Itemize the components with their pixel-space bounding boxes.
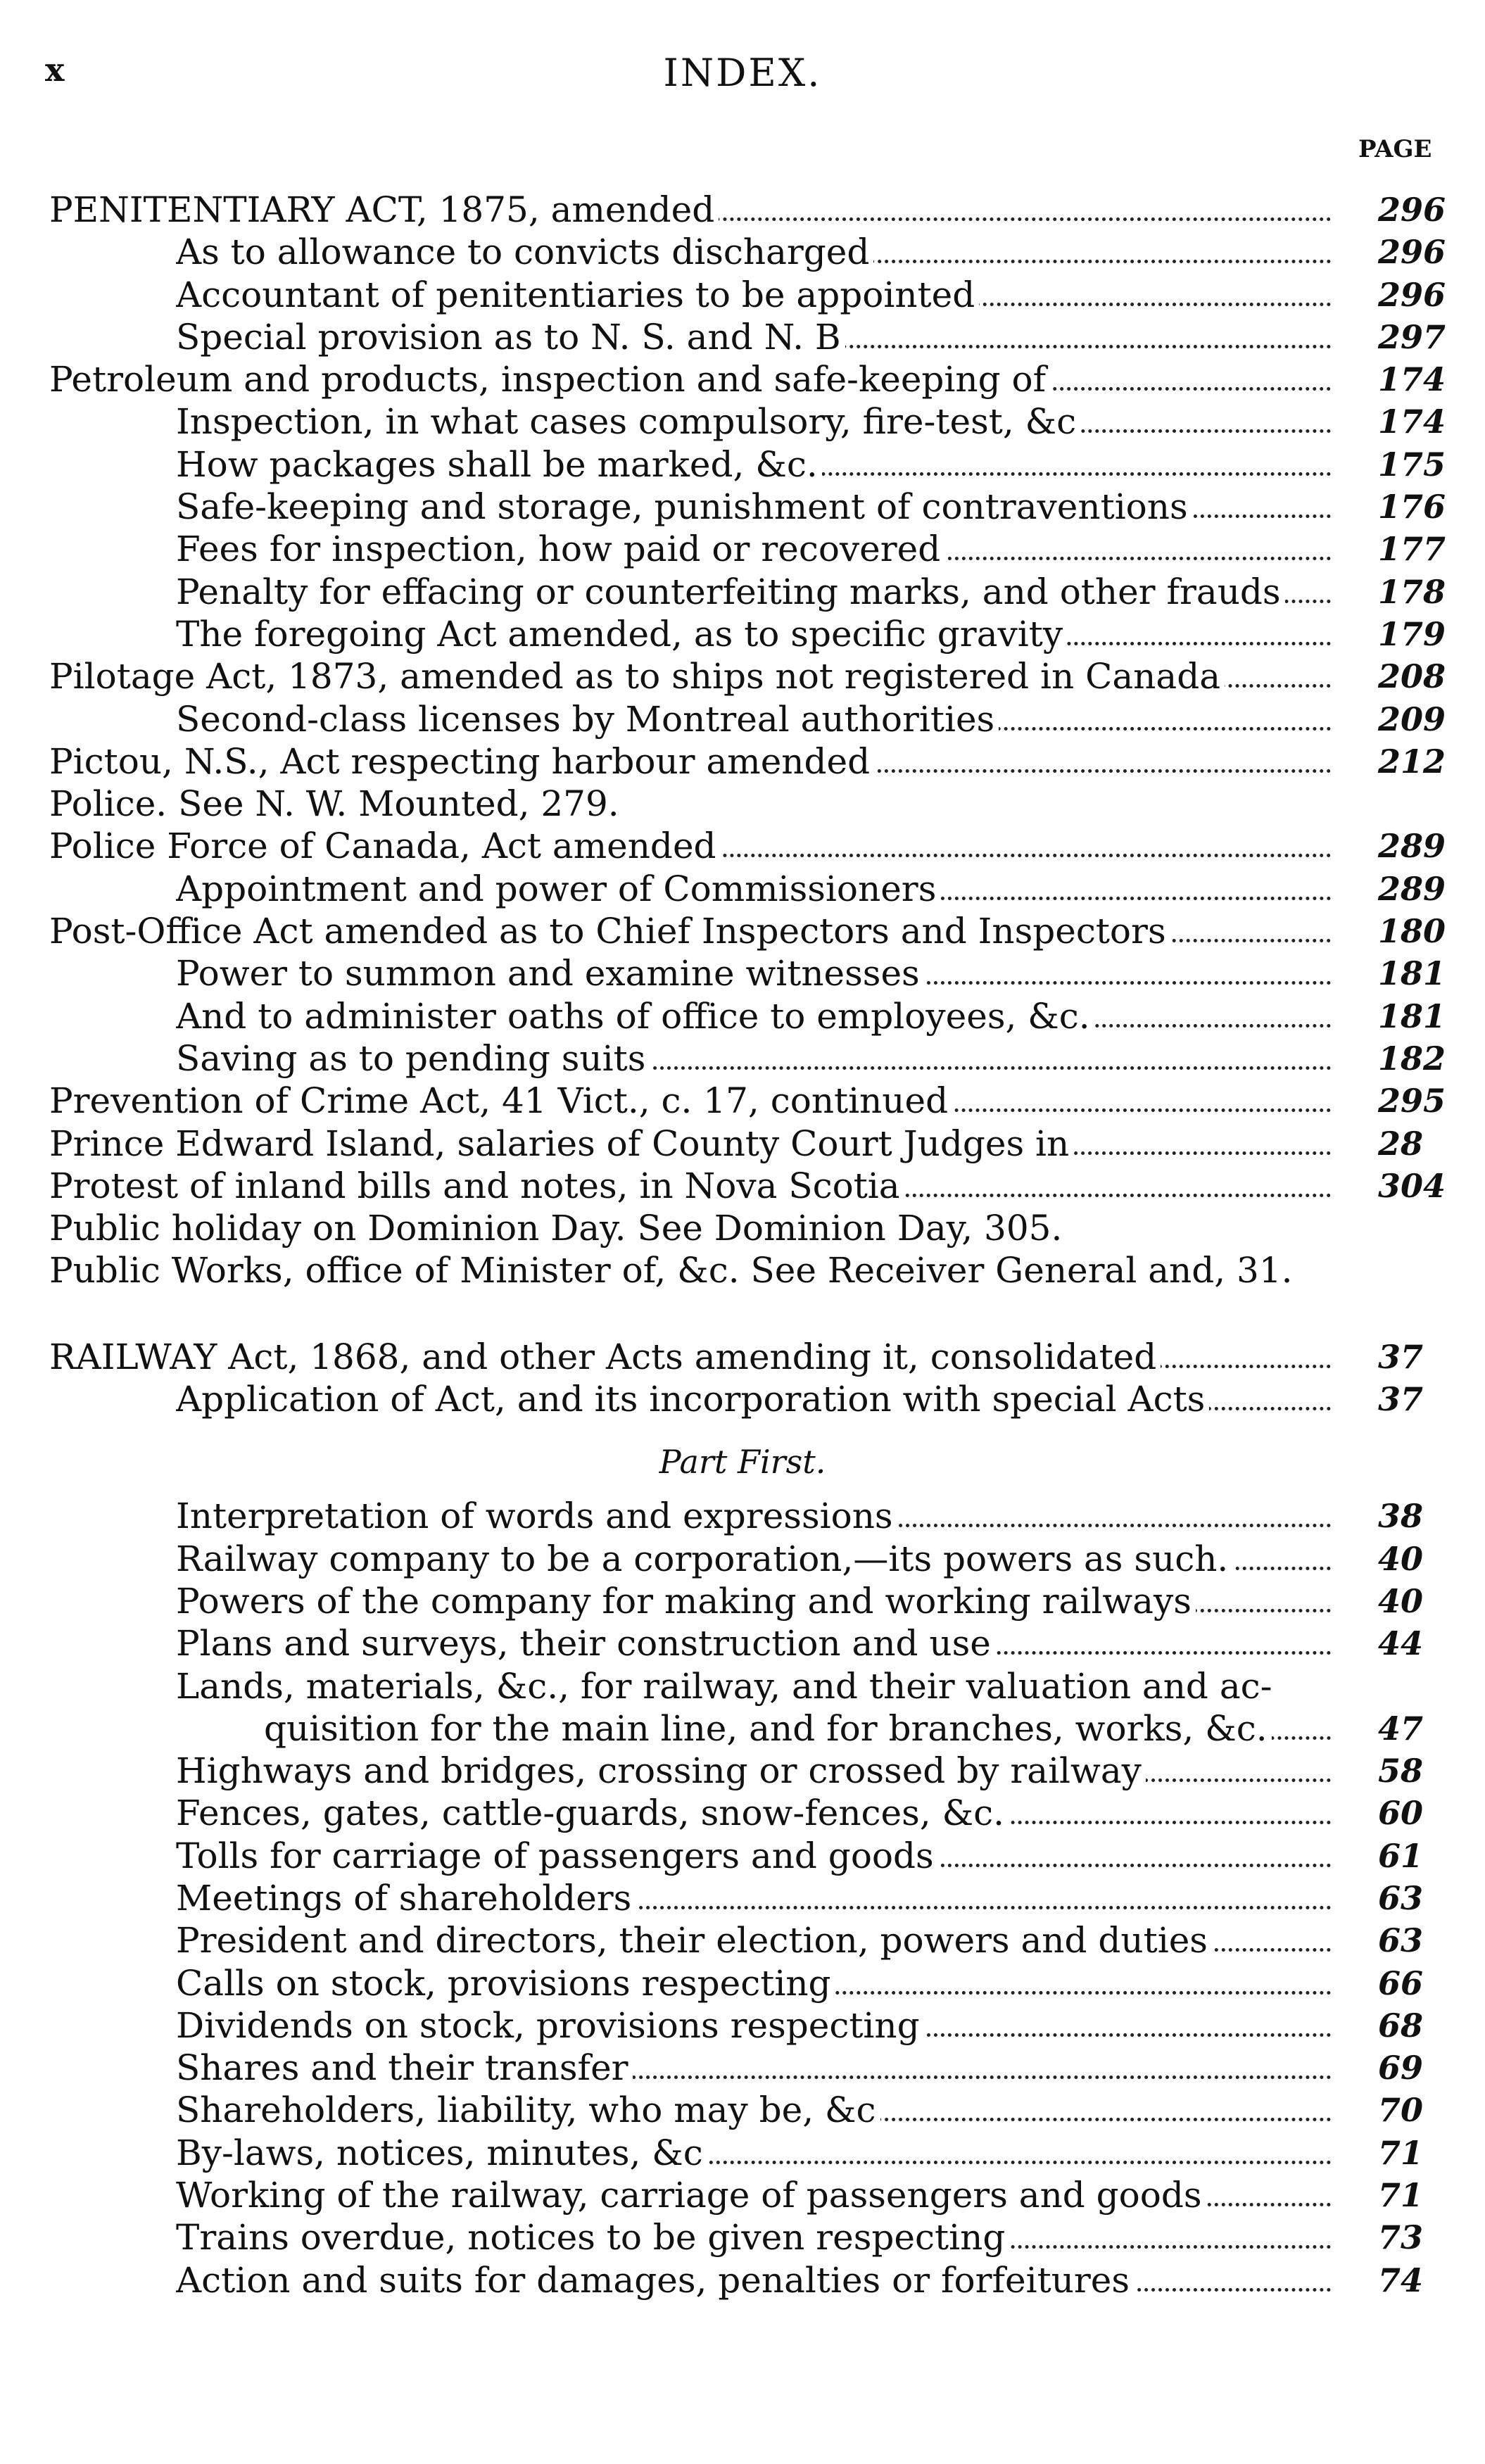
entry-page-number: 289 xyxy=(1378,869,1446,908)
entry-text xyxy=(176,2004,1332,2047)
entry-label: The foregoing Act amended, as to specific gravity xyxy=(176,614,1067,655)
entry-text xyxy=(49,1207,1332,1249)
entry-page-number: 296 xyxy=(1378,233,1446,272)
entry-text xyxy=(49,189,1332,231)
index-entry xyxy=(0,1580,1485,1622)
page-folio: x xyxy=(45,51,65,89)
group-spacer xyxy=(0,1292,1485,1336)
entry-text xyxy=(49,1336,1332,1378)
entry-text xyxy=(176,1580,1332,1622)
index-entry xyxy=(0,1165,1485,1207)
entry-page-number: 37 xyxy=(1378,1337,1424,1376)
entry-page-number: 69 xyxy=(1378,2049,1424,2087)
entry-page-number: 40 xyxy=(1378,1581,1424,1620)
index-entry xyxy=(0,2132,1485,2174)
entry-page-number: 176 xyxy=(1378,488,1446,526)
index-entry xyxy=(0,1707,1485,1750)
entry-text xyxy=(49,1123,1332,1165)
entry-label: RAILWAY Act, 1868, and other Acts amending it, consolidated xyxy=(49,1337,1161,1377)
entry-text xyxy=(176,2047,1332,2089)
entry-label: Saving as to pending suits xyxy=(176,1038,650,1079)
index-entry xyxy=(0,1750,1485,1792)
entry-page-number: 74 xyxy=(1378,2261,1424,2299)
index-entry xyxy=(0,2004,1485,2047)
entry-text xyxy=(176,1622,1332,1664)
index-entry xyxy=(0,2174,1485,2216)
index-entry xyxy=(0,698,1485,740)
entry-label: Action and suits for damages, penalties or forfeitures xyxy=(176,2260,1134,2301)
entry-text xyxy=(49,783,1332,825)
entry-text xyxy=(176,1378,1332,1420)
entry-text xyxy=(176,868,1332,910)
entry-text xyxy=(49,358,1332,400)
entry-label: Police. See N. W. Mounted, 279. xyxy=(49,783,624,824)
entry-label: And to administer oaths of office to employees, &c. xyxy=(176,996,1094,1037)
entry-page-number: 38 xyxy=(1378,1497,1424,1536)
entry-page-number: 181 xyxy=(1378,997,1446,1035)
entry-page-number: 44 xyxy=(1378,1624,1424,1663)
entry-label: Public Works, office of Minister of, &c. See Receiver General and, 31. xyxy=(49,1250,1297,1291)
entry-page-number: 71 xyxy=(1378,2133,1424,2172)
entry-page-number: 47 xyxy=(1378,1709,1424,1748)
index-entry xyxy=(0,783,1485,825)
entry-label: Lands, materials, &c., for railway, and their valuation and ac- xyxy=(176,1666,1277,1707)
entry-label: Protest of inland bills and notes, in Nova Scotia xyxy=(49,1165,904,1206)
index-entry xyxy=(0,1877,1485,1919)
entry-text xyxy=(176,2259,1332,2301)
index-entry xyxy=(0,1249,1485,1291)
entry-page-number: 212 xyxy=(1378,742,1446,781)
entry-label: President and directors, their election, powers and duties xyxy=(176,1920,1212,1961)
entry-label: Dividends on stock, provisions respecting xyxy=(176,2005,924,2046)
index-entry xyxy=(0,2047,1485,2089)
index-entry xyxy=(0,2216,1485,2258)
entry-text xyxy=(176,1962,1332,2004)
index-group-p xyxy=(0,189,1485,1292)
entry-label: Tolls for carriage of passengers and goods xyxy=(176,1836,938,1876)
index-entry xyxy=(0,1792,1485,1834)
index-entry xyxy=(0,868,1485,910)
index-entry xyxy=(0,486,1485,528)
entry-label: Safe-keeping and storage, punishment of contraventions xyxy=(176,486,1192,527)
entry-label: quisition for the main line, and for branches, works, &c. xyxy=(264,1708,1272,1749)
entry-text xyxy=(49,825,1332,867)
entry-label: Calls on stock, provisions respecting xyxy=(176,1963,835,2004)
entry-label: Powers of the company for making and working railways xyxy=(176,1581,1196,1622)
index-entry xyxy=(0,2259,1485,2301)
entry-text xyxy=(176,698,1332,740)
entry-label: Fees for inspection, how paid or recovered xyxy=(176,529,944,569)
entry-label: Fences, gates, cattle-guards, snow-fences, &c. xyxy=(176,1793,1009,1833)
index-entry xyxy=(0,910,1485,952)
entry-text xyxy=(176,2174,1332,2216)
index-group-railway xyxy=(0,1336,1485,1421)
entry-page-number: 37 xyxy=(1378,1380,1424,1419)
entry-page-number: 289 xyxy=(1378,827,1446,866)
entry-page-number: 179 xyxy=(1378,614,1446,653)
index-entry xyxy=(0,1538,1485,1580)
index-entry xyxy=(0,825,1485,867)
entry-text xyxy=(176,1835,1332,1877)
entry-page-number: 174 xyxy=(1378,360,1446,399)
entry-text xyxy=(176,1665,1332,1707)
entry-page-number: 63 xyxy=(1378,1921,1424,1960)
entry-page-number: 304 xyxy=(1378,1166,1446,1205)
entry-page-number: 70 xyxy=(1378,2091,1424,2130)
entry-text xyxy=(49,1165,1332,1207)
index-entry xyxy=(0,443,1485,486)
index-entry xyxy=(0,655,1485,697)
entry-page-number: 209 xyxy=(1378,700,1446,738)
section-title: Part First. xyxy=(659,1443,826,1481)
index-entry xyxy=(0,571,1485,613)
entry-label: Prevention of Crime Act, 41 Vict., c. 17, continued xyxy=(49,1080,952,1121)
entry-label: Railway company to be a corporation,—its powers as such. xyxy=(176,1539,1232,1579)
entry-label: Accountant of penitentiaries to be appointed xyxy=(176,274,979,315)
entry-label: Interpretation of words and expressions xyxy=(176,1496,897,1536)
entry-page-number: 295 xyxy=(1378,1082,1446,1120)
entry-label: Petroleum and products, inspection and safe-keeping of xyxy=(49,359,1050,400)
entry-page-number: 61 xyxy=(1378,1836,1424,1875)
entry-text xyxy=(176,613,1332,655)
index-entry xyxy=(0,1378,1485,1420)
index-entry xyxy=(0,358,1485,400)
entry-label: By-laws, notices, minutes, &c xyxy=(176,2133,707,2173)
index-entry xyxy=(0,740,1485,783)
index-entry xyxy=(0,1080,1485,1122)
entry-label: Prince Edward Island, salaries of County Court Judges in xyxy=(49,1123,1073,1164)
entry-text xyxy=(176,1495,1332,1537)
entry-page-number: 71 xyxy=(1378,2176,1424,2215)
entry-text xyxy=(176,1919,1332,1961)
index-entries xyxy=(0,189,1485,2301)
entry-text xyxy=(176,2132,1332,2174)
entry-text xyxy=(176,2216,1332,2258)
entry-label: Working of the railway, carriage of passengers and goods xyxy=(176,2175,1206,2216)
index-entry xyxy=(0,613,1485,655)
entry-label: PENITENTIARY ACT, 1875, amended xyxy=(49,189,719,230)
index-entry xyxy=(0,2089,1485,2131)
entry-page-number: 68 xyxy=(1378,2006,1424,2045)
section-heading xyxy=(0,1420,1485,1495)
entry-label: How packages shall be marked, &c. xyxy=(176,444,822,485)
entry-text xyxy=(176,274,1332,316)
entry-text xyxy=(176,995,1332,1037)
index-entry xyxy=(0,1835,1485,1877)
index-entry xyxy=(0,1622,1485,1664)
entry-text xyxy=(176,952,1332,994)
entry-label: Second-class licenses by Montreal authorities xyxy=(176,699,999,740)
entry-text xyxy=(49,740,1332,783)
entry-text xyxy=(176,443,1332,486)
entry-text xyxy=(176,2089,1332,2131)
entry-page-number: 208 xyxy=(1378,657,1446,696)
page-title: INDEX. xyxy=(663,51,822,95)
entry-text xyxy=(49,910,1332,952)
index-entry xyxy=(0,1123,1485,1165)
index-entry xyxy=(0,231,1485,273)
entry-page-number: 73 xyxy=(1378,2218,1424,2257)
entry-page-number: 297 xyxy=(1378,317,1446,356)
entry-text xyxy=(176,528,1332,570)
index-group-part-first xyxy=(0,1495,1485,2301)
entry-label: Meetings of shareholders xyxy=(176,1878,636,1919)
entry-label: As to allowance to convicts discharged xyxy=(176,232,873,272)
index-entry xyxy=(0,1962,1485,2004)
entry-page-number: 174 xyxy=(1378,403,1446,441)
index-entry xyxy=(0,1495,1485,1537)
entry-label: Inspection, in what cases compulsory, fire-test, &c xyxy=(176,401,1080,442)
entry-page-number: 66 xyxy=(1378,1964,1424,2002)
entry-text xyxy=(176,571,1332,613)
entry-page-number: 58 xyxy=(1378,1752,1424,1790)
entry-page-number: 178 xyxy=(1378,572,1446,611)
entry-page-number: 177 xyxy=(1378,530,1446,569)
index-entry xyxy=(0,316,1485,358)
entry-label: Shares and their transfer xyxy=(176,2047,633,2088)
index-entry xyxy=(0,1207,1485,1249)
entry-page-number: 40 xyxy=(1378,1539,1424,1578)
entry-label: Application of Act, and its incorporation with special Acts xyxy=(176,1379,1209,1420)
entry-text xyxy=(176,1750,1332,1792)
entry-label: Appointment and power of Commissioners xyxy=(176,868,940,909)
entry-text xyxy=(176,316,1332,358)
entry-text xyxy=(49,1249,1332,1291)
entry-page-number: 182 xyxy=(1378,1039,1446,1078)
entry-label: Shareholders, liability, who may be, &c xyxy=(176,2090,880,2130)
entry-page-number: 296 xyxy=(1378,191,1446,229)
entry-label: Police Force of Canada, Act amended xyxy=(49,826,721,866)
entry-text xyxy=(49,655,1332,697)
index-entry xyxy=(0,189,1485,231)
index-entry xyxy=(0,995,1485,1037)
entry-label: Plans and surveys, their construction and use xyxy=(176,1623,995,1664)
entry-page-number: 28 xyxy=(1378,1124,1424,1163)
index-entry xyxy=(0,274,1485,316)
entry-text xyxy=(176,400,1332,443)
entry-label: Pilotage Act, 1873, amended as to ships not registered in Canada xyxy=(49,656,1225,697)
entry-text xyxy=(176,1538,1332,1580)
entry-page-number: 296 xyxy=(1378,275,1446,314)
entry-page-number: 180 xyxy=(1378,912,1446,951)
entry-label: Public holiday on Dominion Day. See Dominion Day, 305. xyxy=(49,1208,1066,1249)
entry-page-number: 63 xyxy=(1378,1878,1424,1917)
entry-label: Special provision as to N. S. and N. B xyxy=(176,317,845,358)
entry-text xyxy=(176,1877,1332,1919)
index-entry xyxy=(0,1336,1485,1378)
entry-label: Trains overdue, notices to be given respecting xyxy=(176,2217,1009,2258)
index-entry xyxy=(0,1665,1485,1707)
index-entry xyxy=(0,1919,1485,1961)
entry-label: Post-Office Act amended as to Chief Inspectors and Inspectors xyxy=(49,911,1170,952)
entry-page-number: 60 xyxy=(1378,1794,1424,1833)
entry-label: Penalty for effacing or counterfeiting marks, and other frauds xyxy=(176,571,1285,612)
index-entry xyxy=(0,400,1485,443)
entry-label: Pictou, N.S., Act respecting harbour amended xyxy=(49,741,874,782)
entry-label: Highways and bridges, crossing or crossed by railway xyxy=(176,1750,1146,1791)
entry-text xyxy=(49,1080,1332,1122)
entry-label: Power to summon and examine witnesses xyxy=(176,953,924,994)
entry-text xyxy=(176,1792,1332,1834)
entry-page-number: 175 xyxy=(1378,445,1446,484)
entry-text xyxy=(176,1037,1332,1080)
entry-page-number: 181 xyxy=(1378,954,1446,993)
entry-text xyxy=(264,1707,1332,1750)
index-entry xyxy=(0,952,1485,994)
entry-text xyxy=(176,231,1332,273)
index-entry xyxy=(0,528,1485,570)
entry-text xyxy=(176,486,1332,528)
index-entry xyxy=(0,1037,1485,1080)
page-column-label: PAGE xyxy=(1358,135,1432,163)
